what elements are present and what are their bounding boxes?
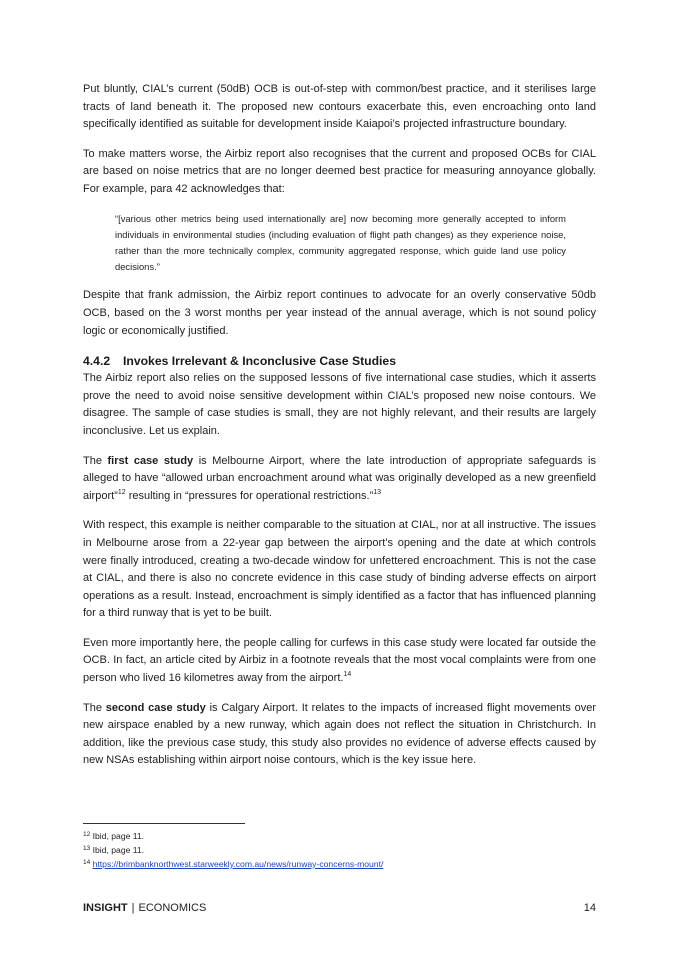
page-footer	[83, 901, 596, 915]
footnote-link[interactable]: https://brimbanknorthwest.starweekly.com.au/news/runway-concerns-mount/	[92, 859, 384, 869]
page-number: 14	[583, 902, 596, 914]
footer-separator: |	[131, 902, 135, 914]
text-run: The	[83, 454, 108, 467]
paragraph-curfews	[83, 635, 596, 688]
section-title: Invokes Irrelevant & Inconclusive Case Studies	[123, 354, 396, 369]
paragraph-ocb-out-of-step: Put bluntly, CIAL’s current (50dB) OCB is out-of-step with common/best practice, and it sterilises large tracts of land beneath it. The proposed new contours exacerbate this, even encroaching onto land specifically identified as suitable for development inside Kaiapoi’s projected infrastructure boundary.	[83, 83, 596, 131]
text-run: is Calgary Airport. It relates to the impacts of increased flight movements over new airspace enabled by a new runway, which again does not reflect the situation in Christchurch. In addition, like the previous case study, this study also provides no evidence of adverse effects caused by new NSAs establishing within airport noise contours, which is the key issue here.	[83, 701, 596, 767]
paragraph-second-case-study	[83, 700, 596, 770]
paragraph-case-studies-intro: The Airbiz report also relies on the supposed lessons of five international case studies, which it asserts prove the need to avoid noise sensitive development within CIAL’s proposed new noise contours. We disagree. The sample of case studies is small, they are not highly relevant, and their results are largely inconclusive. Let us explain.	[83, 372, 596, 437]
footnote-ref-12[interactable]: 12	[117, 488, 126, 496]
footnotes	[83, 829, 596, 871]
text-run: resulting in “pressures for operational restrictions.”	[125, 489, 374, 502]
footnote-number: 14	[83, 859, 91, 866]
paragraph-melbourne-analysis: With respect, this example is neither comparable to the situation at CIAL, nor at all instructive. The issues in Melbourne arose from a 22-year gap between the airport’s opening and the date at which controls were finally introduced, creating a two-decade window for unfettered encroachment. This is not the case at CIAL, and there is also no concrete evidence in this case study of binding adverse effects on airport operations as a result. Instead, encroachment is simply identified as a factor that has influenced planning for a third runway that is yet to be built.	[83, 519, 596, 620]
footnote-ref-14[interactable]: 14	[343, 671, 352, 679]
text-run: Even more importantly here, the people calling for curfews in this case study were located far outside the OCB. In fact, an article cited by Airbiz in a footnote reveals that the most vocal complaints were from one person who lived 16 kilometres away from the airport.	[83, 636, 596, 685]
section-heading	[83, 352, 596, 370]
paragraph-first-case-study	[83, 453, 596, 506]
second-case-study-label: second case study	[105, 701, 206, 714]
footnote-ref-13[interactable]: 13	[373, 488, 382, 496]
footnote-12	[83, 829, 596, 843]
paragraph-frank-admission: Despite that frank admission, the Airbiz report continues to advocate for an overly conservative 50db OCB, based on the 3 worst months per year instead of the annual average, which is not sound policy logic or economically justified.	[83, 289, 596, 337]
body-text	[83, 81, 596, 782]
footer-brand-insight: INSIGHT	[83, 902, 128, 914]
footnote-number: 13	[83, 845, 91, 852]
footnote-divider	[83, 823, 245, 824]
footnote-14	[83, 857, 596, 871]
paragraph-noise-metrics: To make matters worse, the Airbiz report also recognises that the current and proposed OCBs for CIAL are based on noise metrics that are no longer deemed best practice for measuring annoyance globally. For example, para 42 acknowledges that:	[83, 147, 596, 195]
footnote-text: Ibid, page 11.	[92, 831, 145, 841]
block-quote-para-42: “[various other metrics being used internationally are] now becoming more generally accepted to inform individuals in environmental studies (including evaluation of flight path changes) as they experience noise, rather than the more technically complex, community aggregated response, which guide land use policy decisions.”	[115, 212, 566, 273]
footnote-number: 12	[83, 831, 91, 838]
text-run: is Melbourne Airport, where the late introduction of appropriate safeguards is alleged to have “allowed urban encroachment around what was originally developed as a new greenfield airport”	[83, 454, 596, 502]
first-case-study-label: first case study	[107, 454, 194, 467]
footnote-13	[83, 843, 596, 857]
footnote-text: Ibid, page 11.	[92, 845, 145, 855]
footer-brand-economics: ECONOMICS	[138, 902, 207, 914]
section-number: 4.4.2	[83, 354, 111, 369]
text-run: The	[83, 701, 106, 714]
